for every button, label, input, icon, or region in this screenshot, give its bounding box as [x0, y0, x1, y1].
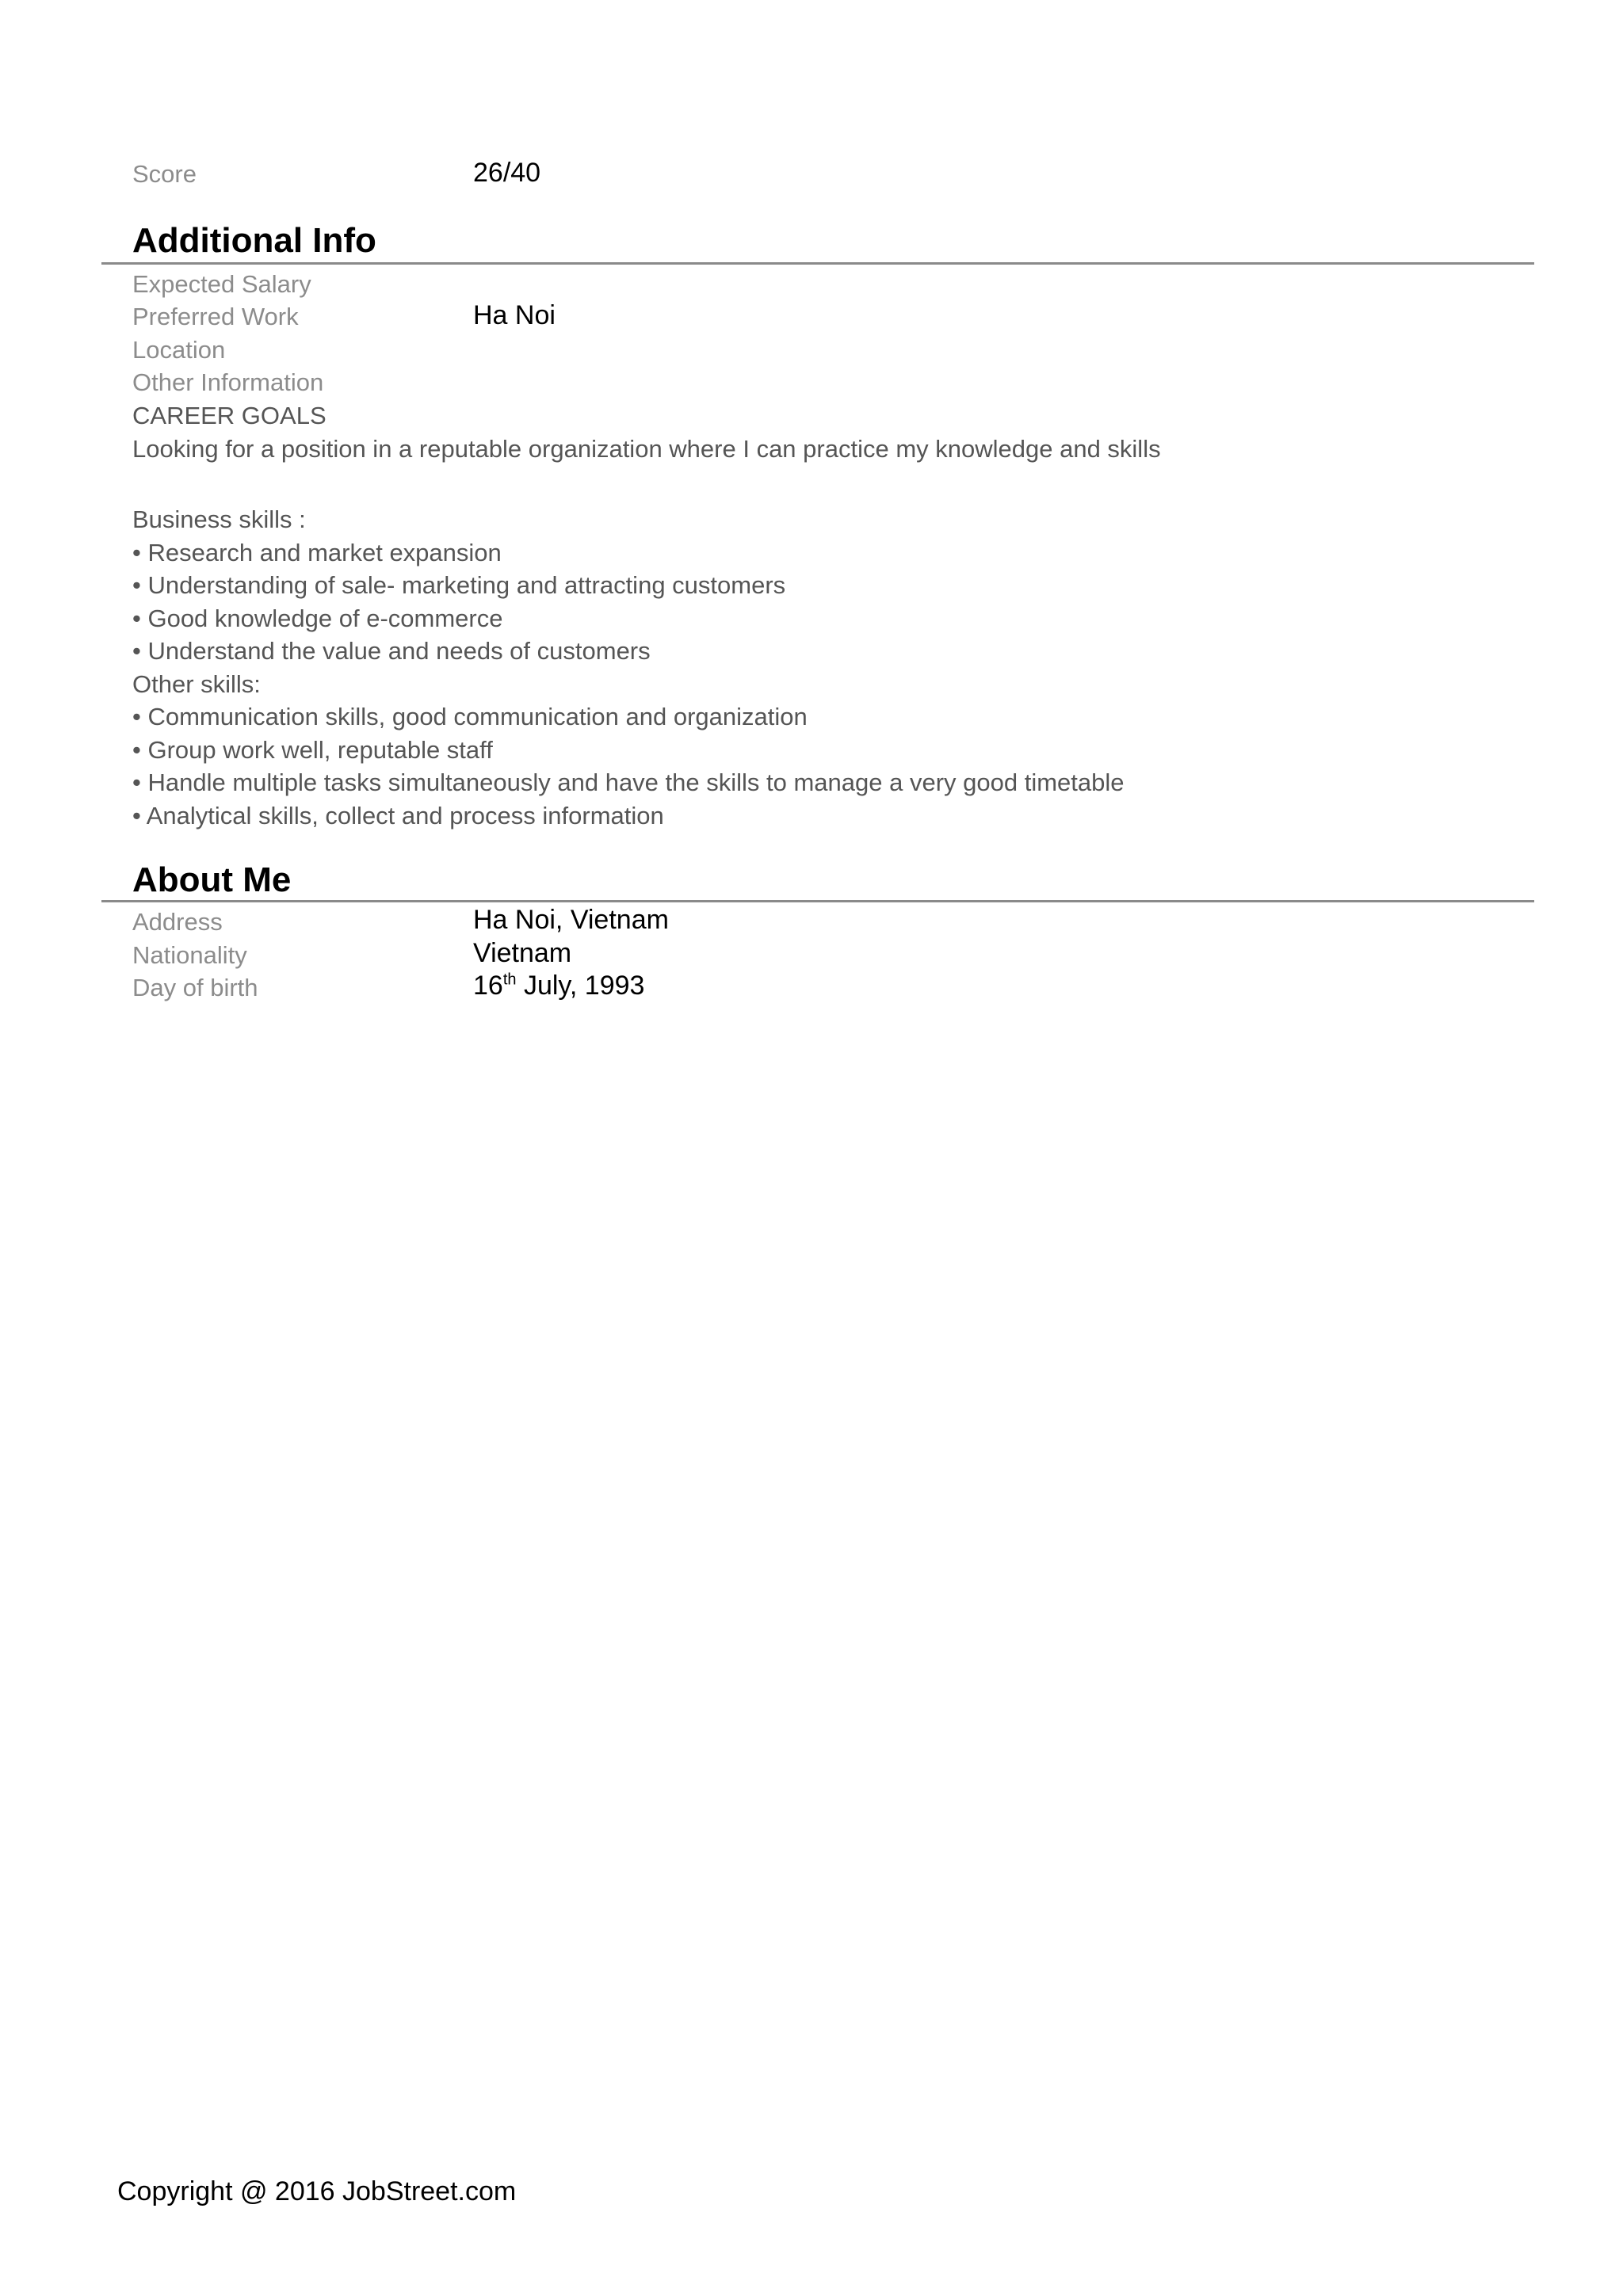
expected-salary-label: Expected Salary: [132, 270, 311, 298]
preferred-work-label-cont: Location: [132, 336, 226, 364]
other-information-label: Other Information: [132, 368, 324, 396]
text-line: CAREER GOALS: [132, 402, 327, 429]
text-line: Looking for a position in a reputable organization where I can practice my knowledge and skills: [132, 434, 1161, 463]
list-item: • Analytical skills, collect and process information: [132, 801, 664, 830]
dob-label: Day of birth: [132, 974, 258, 1001]
list-item: • Research and market expansion: [132, 538, 502, 566]
about-me-heading: About Me: [132, 860, 292, 899]
address-value: Ha Noi, Vietnam: [473, 905, 669, 935]
preferred-work-value: Ha Noi: [473, 300, 556, 330]
additional-info-divider: [101, 262, 1534, 265]
dob-day: 16: [473, 971, 503, 1001]
list-item: • Understand the value and needs of customers: [132, 637, 651, 665]
score-label: Score: [132, 160, 197, 188]
score-value: 26/40: [473, 158, 541, 188]
address-label: Address: [132, 908, 223, 936]
other-information-text: [132, 399, 1161, 832]
dob-suffix: th: [502, 971, 517, 989]
text-line: Business skills :: [132, 505, 306, 533]
footer-copyright: Copyright @ 2016 JobStreet.com: [117, 2176, 517, 2206]
list-item: • Understanding of sale- marketing and attracting customers: [132, 571, 786, 599]
list-item: • Handle multiple tasks simultaneously and have the skills to manage a very good timetable: [132, 769, 1125, 796]
text-line: [132, 465, 1161, 503]
nationality-value: Vietnam: [473, 938, 572, 968]
list-item: • Good knowledge of e-commerce: [132, 604, 503, 632]
nationality-label: Nationality: [132, 941, 247, 969]
list-item: • Group work well, reputable staff: [132, 735, 493, 764]
preferred-work-label: Preferred Work: [132, 303, 299, 330]
dob-value: [473, 969, 644, 1002]
list-item: • Communication skills, good communication and organization: [132, 703, 808, 730]
dob-rest: July, 1993: [516, 971, 645, 1001]
about-me-divider: [101, 900, 1534, 902]
text-line: Other skills:: [132, 669, 261, 698]
additional-info-heading: Additional Info: [132, 221, 376, 260]
